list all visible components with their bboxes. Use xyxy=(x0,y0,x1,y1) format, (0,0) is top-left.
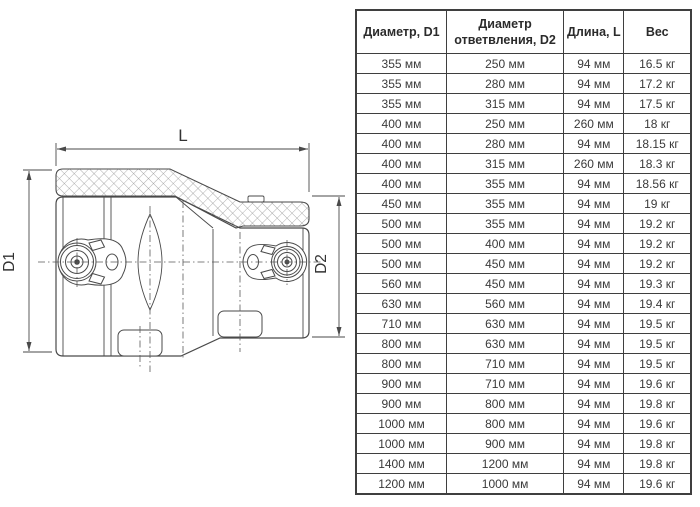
table-row xyxy=(356,434,691,454)
table-cell: 94 мм xyxy=(564,254,624,274)
spec-table-container xyxy=(355,9,692,495)
table-cell: 800 мм xyxy=(356,334,446,354)
table-cell: 94 мм xyxy=(564,194,624,214)
table-cell: 94 мм xyxy=(564,234,624,254)
table-cell: 450 мм xyxy=(446,274,563,294)
table-cell: 18.3 кг xyxy=(624,154,691,174)
table-cell: 630 мм xyxy=(446,314,563,334)
table-cell: 400 мм xyxy=(356,174,446,194)
table-cell: 94 мм xyxy=(564,74,624,94)
table-cell: 710 мм xyxy=(446,374,563,394)
table-cell: 19.3 кг xyxy=(624,274,691,294)
table-cell: 94 мм xyxy=(564,134,624,154)
table-cell: 800 мм xyxy=(446,414,563,434)
table-cell: 19.5 кг xyxy=(624,354,691,374)
column-header: Диаметр ответвления, D2 xyxy=(446,10,563,54)
table-cell: 94 мм xyxy=(564,394,624,414)
table-cell: 400 мм xyxy=(356,134,446,154)
table-cell: 900 мм xyxy=(356,374,446,394)
table-row xyxy=(356,274,691,294)
table-cell: 355 мм xyxy=(446,214,563,234)
table-cell: 19.5 кг xyxy=(624,314,691,334)
table-cell: 1200 мм xyxy=(446,454,563,474)
table-cell: 17.2 кг xyxy=(624,74,691,94)
table-cell: 94 мм xyxy=(564,414,624,434)
table-cell: 250 мм xyxy=(446,114,563,134)
table-cell: 19.5 кг xyxy=(624,334,691,354)
table-cell: 560 мм xyxy=(356,274,446,294)
table-cell: 19.6 кг xyxy=(624,414,691,434)
table-cell: 450 мм xyxy=(356,194,446,214)
table-cell: 94 мм xyxy=(564,94,624,114)
column-header: Вес xyxy=(624,10,691,54)
table-cell: 94 мм xyxy=(564,314,624,334)
table-cell: 630 мм xyxy=(446,334,563,354)
table-cell: 94 мм xyxy=(564,354,624,374)
table-cell: 19 кг xyxy=(624,194,691,214)
table-cell: 315 мм xyxy=(446,154,563,174)
table-row xyxy=(356,234,691,254)
table-cell: 280 мм xyxy=(446,74,563,94)
spec-table xyxy=(355,9,692,495)
table-cell: 450 мм xyxy=(446,254,563,274)
table-row xyxy=(356,374,691,394)
table-cell: 94 мм xyxy=(564,294,624,314)
table-cell: 94 мм xyxy=(564,174,624,194)
dim-length-label: L xyxy=(178,126,188,145)
table-cell: 94 мм xyxy=(564,374,624,394)
table-cell: 260 мм xyxy=(564,114,624,134)
table-row xyxy=(356,474,691,495)
table-cell: 1200 мм xyxy=(356,474,446,495)
table-cell: 19.6 кг xyxy=(624,374,691,394)
dim-d1 xyxy=(23,170,52,352)
table-row xyxy=(356,294,691,314)
table-cell: 19.2 кг xyxy=(624,214,691,234)
table-row xyxy=(356,414,691,434)
table-row xyxy=(356,54,691,74)
table-cell: 19.4 кг xyxy=(624,294,691,314)
cap-top-tab xyxy=(248,196,264,202)
table-cell: 280 мм xyxy=(446,134,563,154)
table-cell: 400 мм xyxy=(446,234,563,254)
header-row xyxy=(356,10,691,54)
table-cell: 800 мм xyxy=(356,354,446,374)
table-cell: 710 мм xyxy=(356,314,446,334)
table-row xyxy=(356,194,691,214)
table-cell: 710 мм xyxy=(446,354,563,374)
table-row xyxy=(356,334,691,354)
table-cell: 94 мм xyxy=(564,54,624,74)
column-header: Диаметр, D1 xyxy=(356,10,446,54)
table-cell: 355 мм xyxy=(446,174,563,194)
table-cell: 400 мм xyxy=(356,154,446,174)
table-cell: 500 мм xyxy=(356,254,446,274)
table-cell: 19.8 кг xyxy=(624,394,691,414)
table-cell: 900 мм xyxy=(446,434,563,454)
dim-d1-label: D1 xyxy=(1,252,18,272)
table-cell: 500 мм xyxy=(356,234,446,254)
table-cell: 800 мм xyxy=(446,394,563,414)
table-cell: 355 мм xyxy=(446,194,563,214)
table-cell: 94 мм xyxy=(564,334,624,354)
table-cell: 355 мм xyxy=(356,74,446,94)
table-row xyxy=(356,154,691,174)
table-cell: 355 мм xyxy=(356,54,446,74)
table-cell: 94 мм xyxy=(564,274,624,294)
table-row xyxy=(356,74,691,94)
table-cell: 17.5 кг xyxy=(624,94,691,114)
table-cell: 1000 мм xyxy=(356,434,446,454)
table-row xyxy=(356,214,691,234)
table-cell: 16.5 кг xyxy=(624,54,691,74)
table-cell: 630 мм xyxy=(356,294,446,314)
table-row xyxy=(356,254,691,274)
table-row xyxy=(356,454,691,474)
table-cell: 94 мм xyxy=(564,474,624,495)
table-row xyxy=(356,174,691,194)
table-cell: 18.15 кг xyxy=(624,134,691,154)
table-row xyxy=(356,134,691,154)
dim-d2-label: D2 xyxy=(313,254,330,274)
table-cell: 250 мм xyxy=(446,54,563,74)
table-cell: 19.2 кг xyxy=(624,254,691,274)
table-cell: 260 мм xyxy=(564,154,624,174)
table-cell: 400 мм xyxy=(356,114,446,134)
table-row xyxy=(356,94,691,114)
table-cell: 94 мм xyxy=(564,214,624,234)
table-cell: 500 мм xyxy=(356,214,446,234)
table-cell: 94 мм xyxy=(564,454,624,474)
table-cell: 315 мм xyxy=(446,94,563,114)
table-row xyxy=(356,114,691,134)
table-cell: 900 мм xyxy=(356,394,446,414)
table-row xyxy=(356,354,691,374)
table-cell: 19.6 кг xyxy=(624,474,691,495)
column-header: Длина, L xyxy=(564,10,624,54)
table-cell: 19.8 кг xyxy=(624,454,691,474)
table-cell: 18 кг xyxy=(624,114,691,134)
table-row xyxy=(356,314,691,334)
table-cell: 19.2 кг xyxy=(624,234,691,254)
table-cell: 560 мм xyxy=(446,294,563,314)
table-cell: 18.56 кг xyxy=(624,174,691,194)
table-cell: 355 мм xyxy=(356,94,446,114)
table-row xyxy=(356,394,691,414)
table-cell: 1000 мм xyxy=(356,414,446,434)
table-cell: 94 мм xyxy=(564,434,624,454)
table-cell: 1400 мм xyxy=(356,454,446,474)
table-cell: 1000 мм xyxy=(446,474,563,495)
table-cell: 19.8 кг xyxy=(624,434,691,454)
